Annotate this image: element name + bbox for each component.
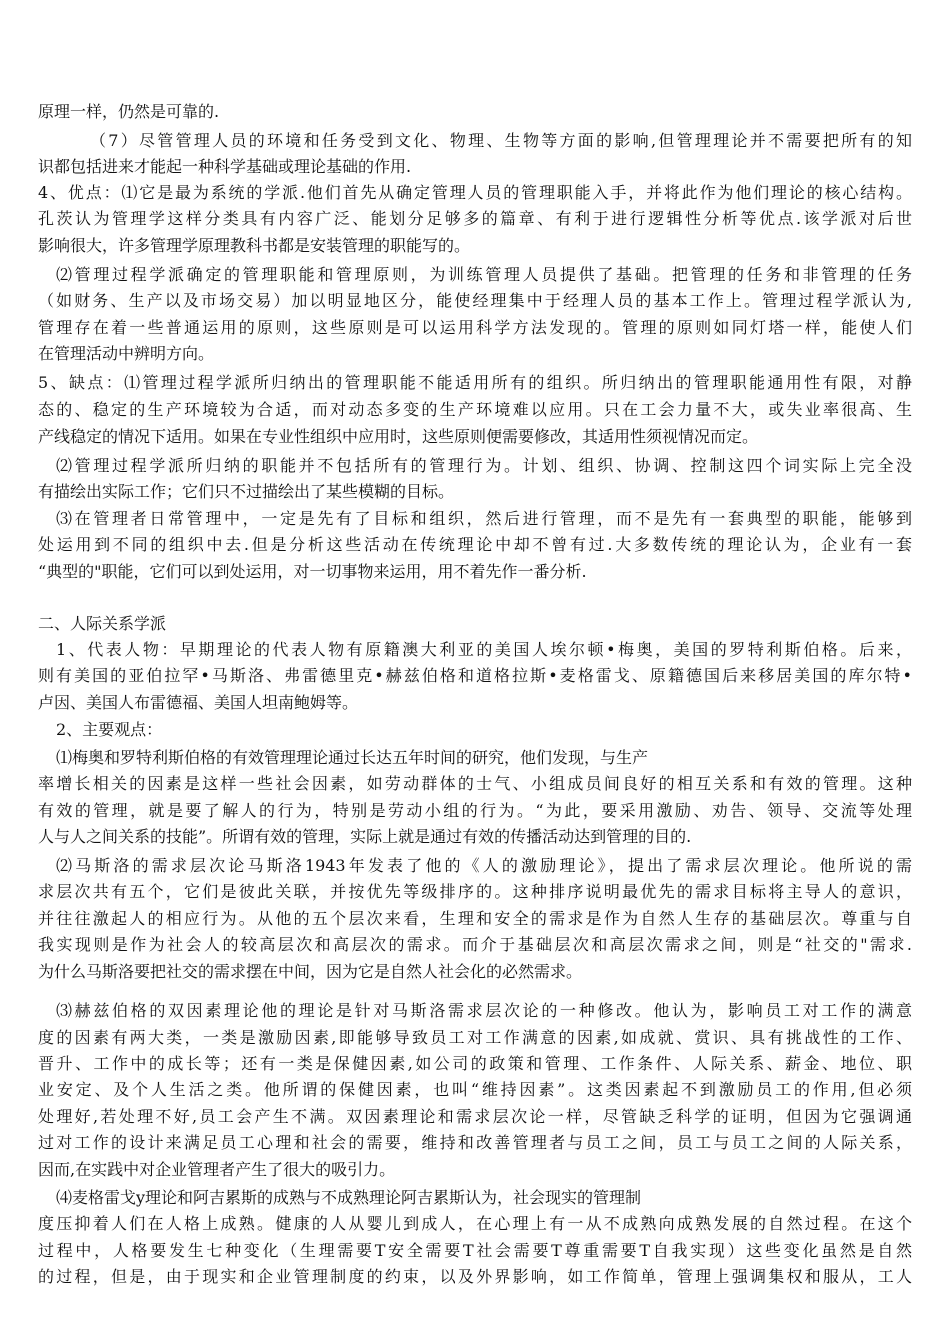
text-line: 并往往激起人的相应行为。从他的五个层次来看，生理和安全的需求是作为自然人生存的基础层次。尊重与自: [38, 909, 912, 928]
text-line: 态的、稳定的生产环境较为合适，而对动态多变的生产环境难以应用。只在工会力量不大，或失业率很高、生: [38, 400, 912, 419]
text-line: 人与人之间关系的技能”。所谓有效的管理，实际上就是通过有效的传播活动达到管理的目的.: [38, 827, 692, 846]
text-line: 在管理活动中辨明方向。: [38, 344, 215, 363]
text-line: ⑷麦格雷戈y理论和阿吉累斯的成熟与不成熟理论阿吉累斯认为，社会现实的管理制: [56, 1188, 642, 1207]
text-line: 则有美国的亚伯拉罕•马斯洛、弗雷德里克•赫兹伯格和道格拉斯•麦格雷戈、原籍德国后来移居美国的库尔特•: [38, 666, 912, 685]
text-line: 孔茨认为管理学这样分类具有内容广泛、能划分足够多的篇章、有利于进行逻辑性分析等优点.该学派对后世: [38, 209, 912, 228]
text-line: 5、缺点：⑴管理过程学派所归纳出的管理职能不能适用所有的组织。所归纳出的管理职能通用性有限，对静: [38, 373, 912, 392]
text-line: 过对工作的设计来满足员工心理和社会的需要，维持和改善管理者与员工之间，员工与员工之间的人际关系，: [38, 1133, 912, 1152]
text-line: 我实现则是作为社会人的较高层次和高层次的需求。而介于基础层次和高层次需求之间，则是“社交的"需求.: [38, 935, 912, 954]
section-heading: 二、人际关系学派: [38, 614, 167, 633]
text-line: 晋升、工作中的成长等；还有一类是保健因素,如公司的政策和管理、工作条件、人际关系、薪金、地位、职: [38, 1054, 912, 1073]
text-line: 处理好,若处理不好,员工会产生不满。双因素理论和需求层次论一样，尽管缺乏科学的证明，但因为它强调通: [38, 1107, 912, 1126]
text-line: 4、优点：⑴它是最为系统的学派.他们首先从确定管理人员的管理职能入手，并将此作为他们理论的核心结构。: [38, 183, 912, 202]
text-line: 度压抑着人们在人格上成熟。健康的人从婴儿到成人，在心理上有一从不成熟向成熟发展的自然过程。在这个: [38, 1214, 912, 1233]
text-line: ⑴梅奥和罗特利斯伯格的有效管理理论通过长达五年时间的研究，他们发现，与生产: [56, 748, 649, 767]
text-line: 为什么马斯洛要把社交的需求摆在中间，因为它是自然人社会化的必然需求。: [38, 962, 583, 981]
text-line: 管理存在着一些普通运用的原则，这些原则是可以运用科学方法发现的。管理的原则如同灯塔一样，能使人们: [38, 318, 912, 337]
text-line: ⑵管理过程学派所归纳的职能并不包括所有的管理行为。计划、组织、协调、控制这四个词实际上完全没: [56, 456, 912, 475]
text-line: ⑶赫兹伯格的双因素理论他的理论是针对马斯洛需求层次论的一种修改。他认为，影响员工对工作的满意: [56, 1001, 912, 1020]
text-line: 2、主要观点：: [56, 720, 163, 739]
text-line: ⑵马斯洛的需求层次论马斯洛1943年发表了他的《人的激励理论》，提出了需求层次理论。他所说的需: [56, 856, 912, 875]
text-line: 1、代表人物：早期理论的代表人物有原籍澳大利亚的美国人埃尔顿•梅奥，美国的罗特利斯伯格。后来，: [56, 640, 912, 659]
text-line: 率增长相关的因素是这样一些社会因素，如劳动群体的士气、小组成员间良好的相互关系和有效的管理。这种: [38, 774, 912, 793]
text-line: 的过程，但是，由于现实和企业管理制度的约束，以及外界影响，如工作简单，管理上强调集权和服从，工人: [38, 1267, 912, 1286]
text-line: 识都包括进来才能起一种科学基础或理论基础的作用.: [38, 157, 412, 176]
text-line: 处运用到不同的组织中去.但是分析这些活动在传统理论中却不曾有过.大多数传统的理论认为，企业有一套: [38, 535, 912, 554]
text-line: 影响很大，许多管理学原理教科书都是安装管理的职能写的。: [38, 236, 471, 255]
text-line: 过程中，人格要发生七种变化（生理需要T安全需要T社会需要T尊重需要T自我实现）这些变化虽然是自然: [38, 1241, 912, 1260]
text-line: “典型的"职能，它们可以到处运用，对一切事物来运用，用不着先作一番分析.: [38, 562, 587, 581]
text-line: 度的因素有两大类，一类是激励因素,即能够导致员工对工作满意的因素,如成就、赏识、具有挑战性的工作、: [38, 1028, 912, 1047]
text-line: ⑶在管理者日常管理中，一定是先有了目标和组织，然后进行管理，而不是先有一套典型的职能，能够到: [56, 509, 912, 528]
text-line: （7）尽管管理人员的环境和任务受到文化、物理、生物等方面的影响,但管理理论并不需要把所有的知: [90, 131, 912, 150]
text-line: ⑵管理过程学派确定的管理职能和管理原则，为训练管理人员提供了基础。把管理的任务和非管理的任务: [56, 265, 912, 284]
text-line: 有效的管理，就是要了解人的行为，特别是劳动小组的行为。“为此，要采用激励、劝告、领导、交流等处理: [38, 801, 912, 820]
text-line: （如财务、生产以及市场交易）加以明显地区分，能使经理集中于经理人员的基本工作上。管理过程学派认为,: [38, 291, 912, 310]
text-line: 原理一样，仍然是可靠的.: [38, 102, 220, 121]
text-line: 有描绘出实际工作；它们只不过描绘出了某些模糊的目标。: [38, 482, 455, 501]
text-line: 因而,在实践中对企业管理者产生了很大的吸引力。: [38, 1160, 396, 1179]
text-line: 业安定、及个人生活之类。他所谓的保健因素，也叫“维持因素”。这类因素起不到激励员工的作用,但必须: [38, 1080, 912, 1099]
text-line: 卢因、美国人布雷德福、美国人坦南鲍姆等。: [38, 693, 359, 712]
text-line: 求层次共有五个，它们是彼此关联，并按优先等级排序的。这种排序说明最优先的需求目标将主导人的意识，: [38, 882, 912, 901]
text-line: 产线稳定的情况下适用。如果在专业性组织中应用时，这些原则便需要修改，其适用性须视情况而定。: [38, 427, 759, 446]
